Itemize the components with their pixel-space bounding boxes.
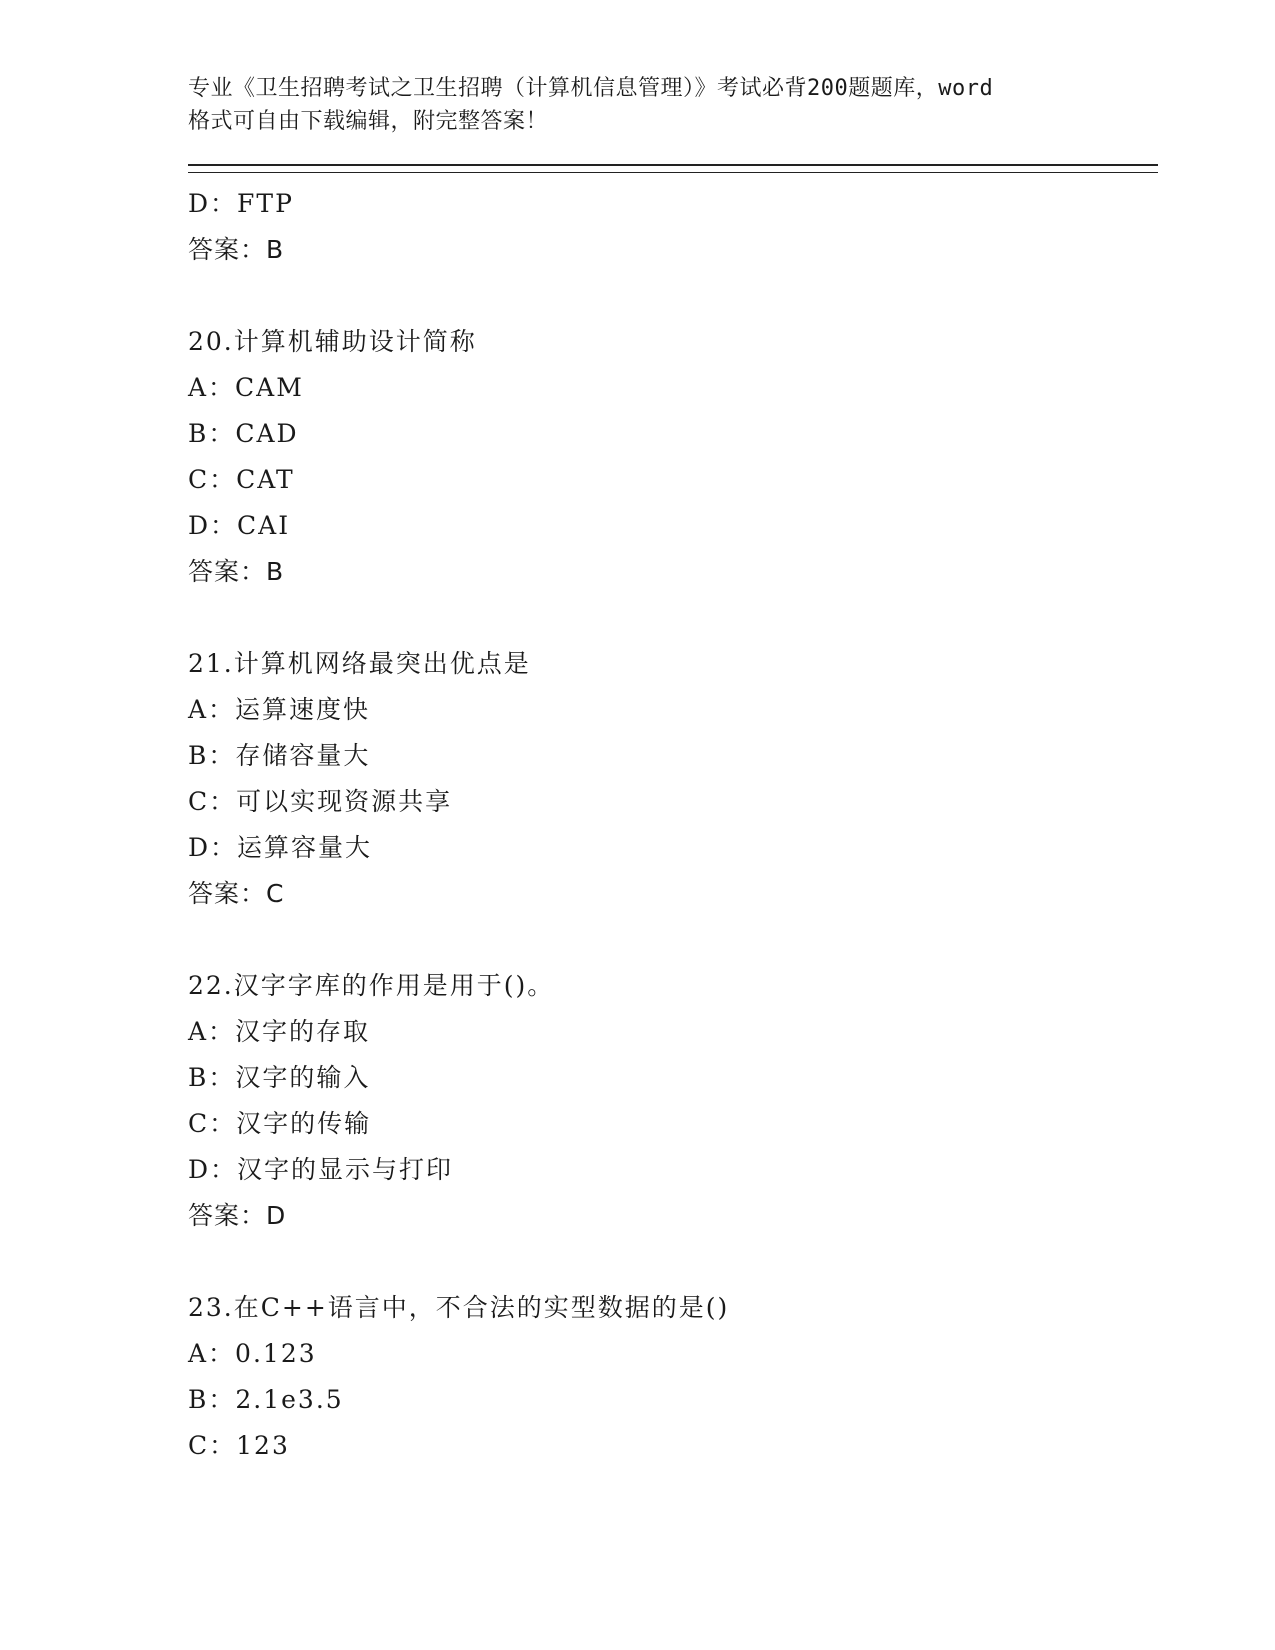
answer-line: 答案：D (188, 1201, 287, 1230)
question-block-23 (188, 1285, 1158, 1469)
answer-line: 答案：C (188, 879, 285, 908)
spacer (188, 917, 1158, 963)
option-b: B：存储容量大 (188, 741, 371, 770)
document-page (188, 72, 1158, 1469)
spacer (188, 595, 1158, 641)
question-block-22 (188, 963, 1158, 1239)
option-a: A：CAM (188, 373, 304, 402)
header-divider (188, 164, 1158, 173)
question-text: 22.汉字字库的作用是用于()。 (188, 971, 555, 1000)
question-block-21 (188, 641, 1158, 917)
document-header (188, 72, 1158, 138)
option-d: D：运算容量大 (188, 833, 373, 862)
option-c: C：可以实现资源共享 (188, 787, 453, 816)
option-a: A：运算速度快 (188, 695, 371, 724)
option-d: D：CAI (188, 511, 291, 540)
previous-question-tail (188, 181, 1158, 273)
question-text: 20.计算机辅助设计简称 (188, 327, 477, 356)
spacer (188, 273, 1158, 319)
option-b: B：汉字的输入 (188, 1063, 371, 1092)
question-text: 21.计算机网络最突出优点是 (188, 649, 531, 678)
header-line-2: 格式可自由下载编辑，附完整答案！ (188, 109, 549, 134)
option-a: A：0.123 (188, 1339, 317, 1368)
option-b: B：2.1e3.5 (188, 1385, 344, 1414)
option-c: C：汉字的传输 (188, 1109, 372, 1138)
answer-line: 答案：B (188, 235, 285, 264)
option-d: D：FTP (188, 189, 294, 218)
answer-line: 答案：B (188, 557, 285, 586)
question-text: 23.在C++语言中，不合法的实型数据的是() (188, 1293, 730, 1322)
option-c: C：CAT (188, 465, 295, 494)
option-d: D：汉字的显示与打印 (188, 1155, 454, 1184)
option-c: C：123 (188, 1431, 290, 1460)
option-a: A：汉字的存取 (188, 1017, 371, 1046)
question-list (188, 181, 1158, 1469)
question-block-20 (188, 319, 1158, 595)
spacer (188, 1239, 1158, 1285)
header-line-1: 专业《卫生招聘考试之卫生招聘（计算机信息管理）》考试必背200题题库，word (188, 76, 994, 101)
option-b: B：CAD (188, 419, 299, 448)
